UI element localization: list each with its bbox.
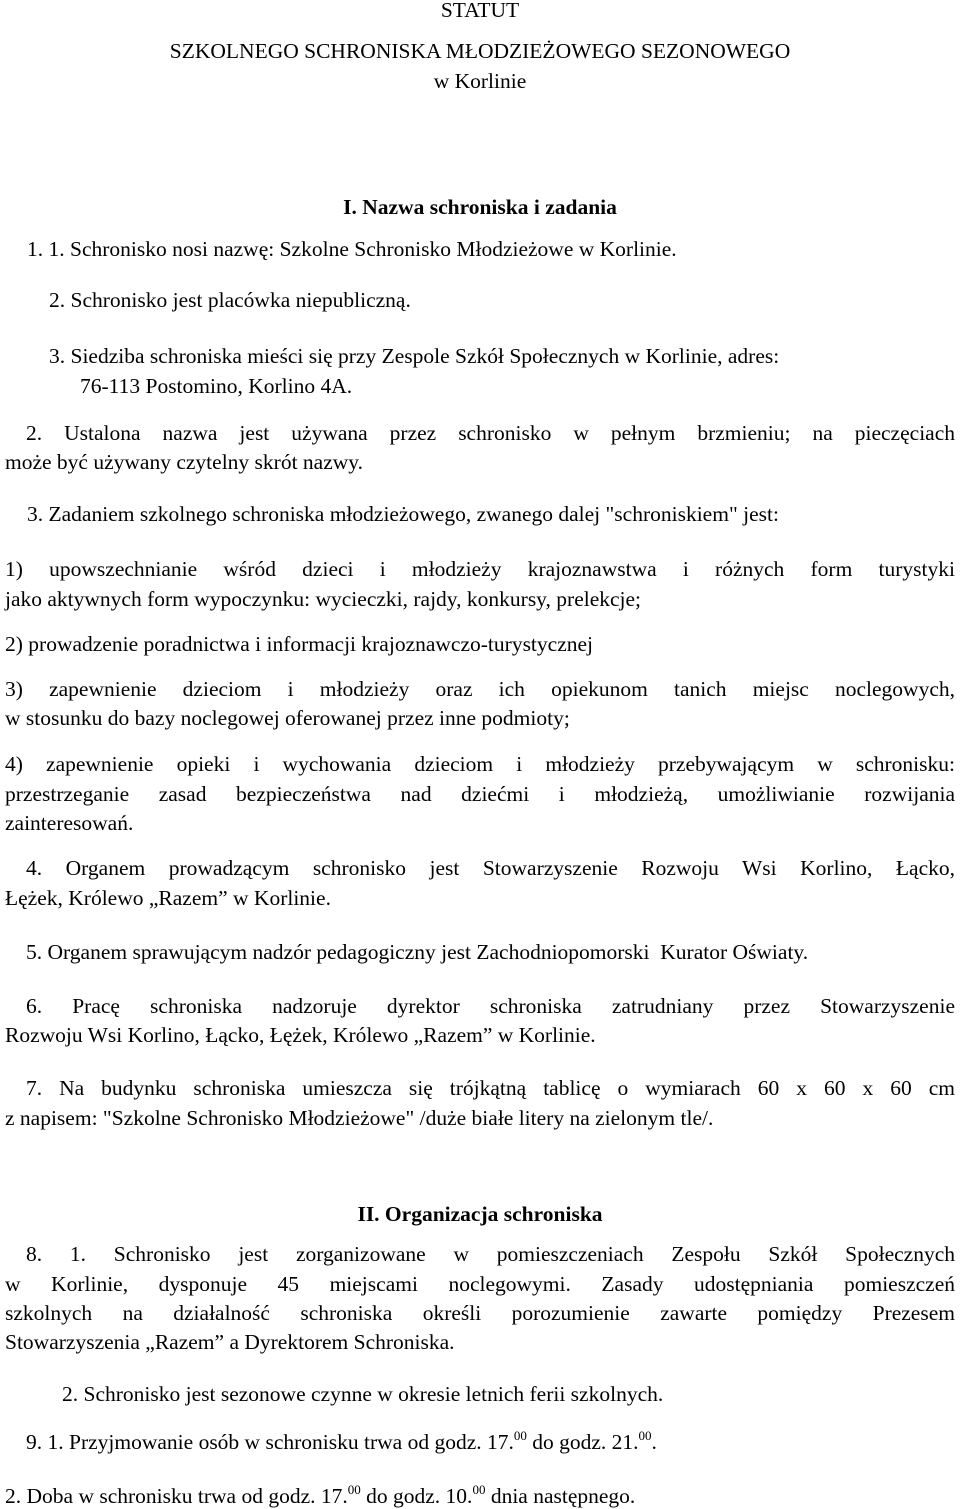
text-run: . [651,1430,657,1454]
list-item-continued: w stosunku do bazy noclegowej oferowanej przez inne podmioty; [5,706,570,730]
paragraph [26,1429,657,1455]
paragraph: 7. Na budynku schroniska umieszcza się trójkątną tablicę o wymiarach 60 x 60 x 60 cm [26,1076,955,1100]
document-subtitle: SZKOLNEGO SCHRONISKA MŁODZIEŻOWEGO SEZONOWEGO [169,39,791,63]
text-run: 9. 1. Przyjmowanie osób w schronisku trwa od godz. 17. [26,1430,514,1454]
text-run: do godz. 21. [526,1430,639,1454]
list-item-continued: zainteresowań. [5,811,134,835]
paragraph: 6. Pracę schroniska nadzoruje dyrektor schroniska zatrudniany przez Stowarzyszenie [26,994,955,1018]
paragraph-continued: szkolnych na działalność schroniska określi porozumienie zawarte pomiędzy Prezesem [5,1301,955,1325]
paragraph-continued: Stowarzyszenia „Razem” a Dyrektorem Schroniska. [5,1330,455,1354]
paragraph: 3. Siedziba schroniska mieści się przy Zespole Szkół Społecznych w Korlinie, adres: [49,344,780,368]
superscript: 00 [347,1482,361,1497]
superscript: 00 [638,1428,652,1443]
paragraph: 2. Ustalona nazwa jest używana przez schronisko w pełnym brzmieniu; na pieczęciach [26,421,955,445]
paragraph: 1. 1. Schronisko nosi nazwę: Szkolne Schronisko Młodzieżowe w Korlinie. [27,237,677,261]
paragraph-continued: 76-113 Postomino, Korlino 4A. [80,374,353,398]
section-heading-2: II. Organizacja schroniska [357,1202,603,1226]
paragraph: 2. Schronisko jest placówka niepubliczną. [49,288,411,312]
document-location: w Korlinie [433,69,527,93]
paragraph-continued: z napisem: "Szkolne Schronisko Młodzieżowe" /duże białe litery na zielonym tle/. [5,1106,714,1130]
superscript: 00 [472,1482,486,1497]
document-title: STATUT [440,0,520,22]
superscript: 00 [513,1428,527,1443]
paragraph [5,1483,635,1509]
paragraph-continued: Łężek, Królewo „Razem” w Korlinie. [5,886,331,910]
list-item: 2) prowadzenie poradnictwa i informacji krajoznawczo-turystycznej [5,632,594,656]
paragraph-continued: może być używany czytelny skrót nazwy. [5,450,364,474]
text-run: do godz. 10. [360,1484,473,1508]
paragraph-continued: Rozwoju Wsi Korlino, Łącko, Łężek, Królewo „Razem” w Korlinie. [5,1023,596,1047]
text-run: dnia następnego. [485,1484,636,1508]
list-item: 4) zapewnienie opieki i wychowania dzieciom i młodzieży przebywającym w schronisku: [5,752,955,776]
list-item: 1) upowszechnianie wśród dzieci i młodzieży krajoznawstwa i różnych form turystyki [5,557,955,581]
list-item: 3) zapewnienie dzieciom i młodzieży oraz ich opiekunom tanich miejsc noclegowych, [5,677,955,701]
paragraph: 8. 1. Schronisko jest zorganizowane w pomieszczeniach Zespołu Szkół Społecznych [26,1242,955,1266]
paragraph-continued: w Korlinie, dysponuje 45 miejscami noclegowymi. Zasady udostępniania pomieszczeń [5,1272,955,1296]
paragraph: 5. Organem sprawującym nadzór pedagogiczny jest Zachodniopomorski Kurator Oświaty. [26,940,809,964]
list-item-continued: jako aktywnych form wypoczynku: wycieczki, rajdy, konkursy, prelekcje; [5,587,642,611]
paragraph: 4. Organem prowadzącym schronisko jest Stowarzyszenie Rozwoju Wsi Korlino, Łącko, [26,856,955,880]
list-item-continued: przestrzeganie zasad bezpieczeństwa nad dziećmi i młodzieżą, umożliwianie rozwijania [5,782,955,806]
paragraph: 2. Schronisko jest sezonowe czynne w okresie letnich ferii szkolnych. [62,1382,664,1406]
section-heading-1: I. Nazwa schroniska i zadania [343,195,617,219]
paragraph: 3. Zadaniem szkolnego schroniska młodzieżowego, zwanego dalej "schroniskiem" jest: [27,502,779,526]
text-run: 2. Doba w schronisku trwa od godz. 17. [5,1484,348,1508]
